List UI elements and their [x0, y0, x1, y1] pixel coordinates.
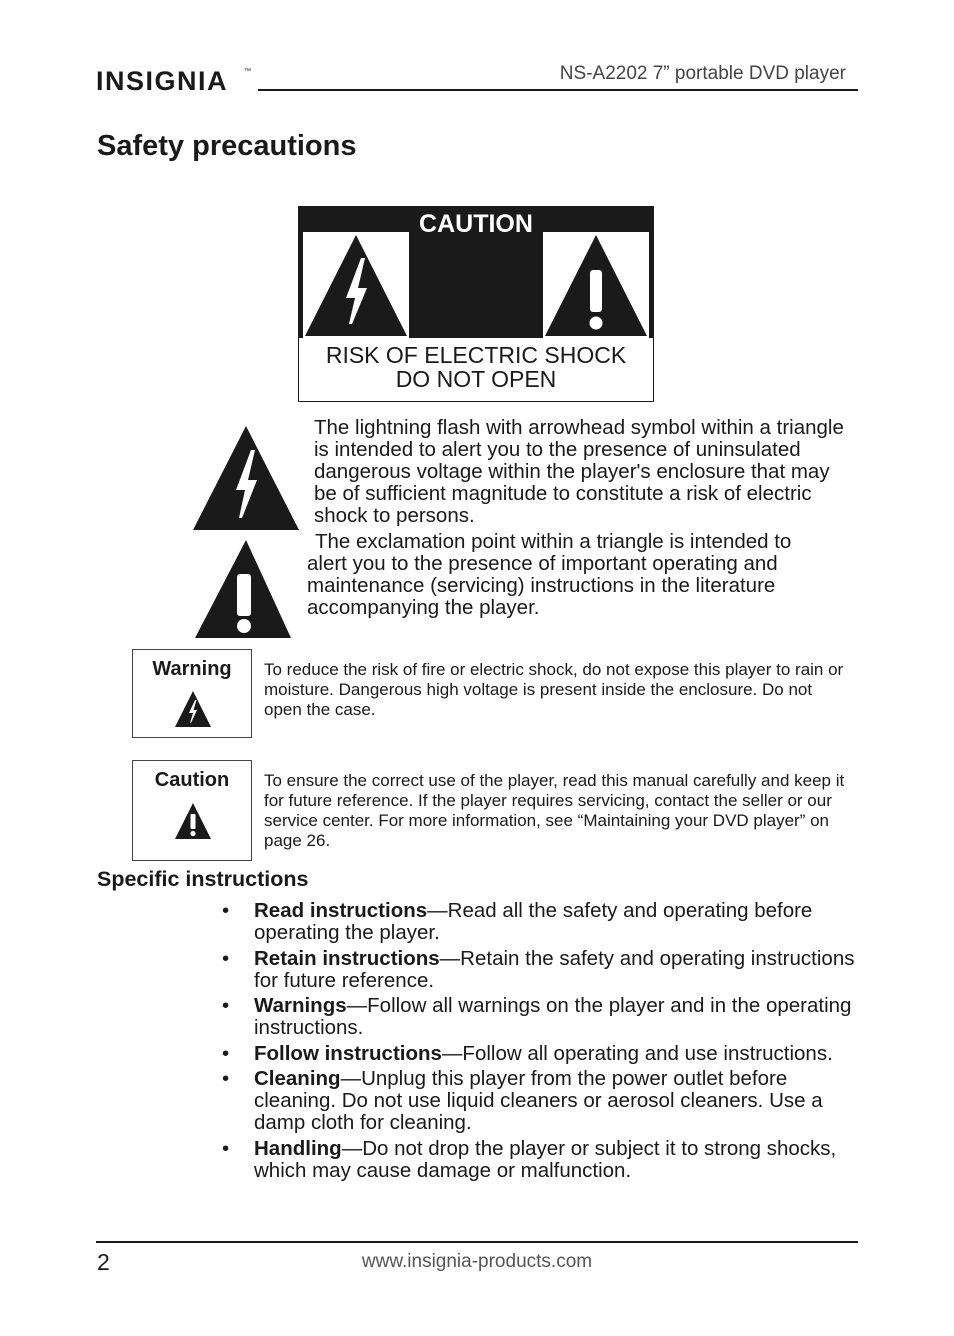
caution-notice-box — [132, 760, 252, 861]
instruction-text: —Read all the safety and operating before operating the player. — [254, 899, 813, 944]
page-title: Safety precautions — [97, 130, 357, 162]
bullet-icon: • — [222, 946, 230, 970]
exclamation-triangle-icon — [193, 540, 299, 640]
bullet-icon: • — [222, 899, 230, 922]
list-item — [222, 948, 862, 992]
warning-notice-box — [132, 649, 252, 738]
instruction-term: Follow instructions — [254, 1041, 442, 1065]
lightning-triangle-icon — [193, 426, 299, 526]
instruction-text: —Do not drop the player or subject it to strong shocks, which may cause damage or malfunction. — [254, 1136, 837, 1182]
exclamation-triangle-icon — [174, 803, 212, 839]
caution-label-line-1: RISK OF ELECTRIC SHOCK — [325, 342, 627, 368]
lightning-triangle-icon — [303, 232, 409, 338]
section-heading: Specific instructions — [97, 867, 309, 891]
instruction-term: Read instructions — [254, 899, 428, 922]
list-item — [222, 900, 862, 944]
header-rule — [258, 89, 858, 91]
caution-label-banner — [299, 207, 653, 338]
caution-label-text — [299, 343, 653, 391]
instruction-text: —Unplug this player from the power outlet before cleaning. Do not use liquid cleaners or aerosol cleaners. Use a damp cloth for cleaning. — [254, 1067, 823, 1134]
footer-url: www.insignia-products.com — [361, 1251, 593, 1272]
warning-label: Warning — [152, 658, 232, 680]
instruction-term: Retain instructions — [254, 946, 440, 970]
instruction-term: Cleaning — [254, 1067, 341, 1090]
logo-wordmark: INSIGNIA — [96, 66, 229, 96]
instruction-list — [222, 900, 862, 1185]
page-number: 2 — [97, 1249, 110, 1275]
bullet-icon: • — [222, 1136, 230, 1160]
lightning-triangle-icon — [174, 691, 212, 727]
instruction-text: —Follow all operating and use instructions. — [441, 1041, 833, 1065]
caution-label — [298, 206, 654, 402]
exclamation-triangle-icon — [543, 232, 649, 338]
bullet-icon: • — [222, 994, 230, 1017]
caution-label-line-2: DO NOT OPEN — [395, 366, 557, 392]
lightning-symbol-description: The lightning flash with arrowhead symbol within a triangle is intended to alert you to the presence of uninsulated dangerous voltage within the player's enclosure that may be of sufficient magnitude to constitute a risk of electric shock to persons. — [314, 416, 844, 527]
product-title: NS-A2202 7” portable DVD player — [559, 63, 846, 84]
bullet-icon: • — [222, 1067, 230, 1090]
list-item — [222, 1138, 862, 1182]
exclamation-description-rest: alert you to the presence of important operating and maintenance (servicing) instructions in the literature accompanying the player. — [307, 552, 778, 619]
exclamation-symbol-description — [307, 531, 847, 619]
footer-rule — [96, 1241, 858, 1243]
bullet-icon: • — [222, 1041, 230, 1065]
caution-text: To ensure the correct use of the player, read this manual carefully and keep it for future reference. If the player requires servicing, contact the seller or our service center. For more information, see “Maintaining your DVD player” on page 26. — [264, 771, 845, 850]
list-item — [222, 1068, 862, 1134]
insignia-logo — [96, 62, 252, 102]
instruction-term: Handling — [254, 1136, 342, 1160]
instruction-text: —Follow all warnings on the player and in the operating instructions. — [254, 994, 852, 1039]
instruction-term: Warnings — [254, 994, 347, 1017]
instruction-text: —Retain the safety and operating instructions for future reference. — [254, 946, 855, 992]
list-item — [222, 995, 862, 1039]
caution-label-heading: CAUTION — [419, 210, 533, 238]
exclamation-description-first-line: The exclamation point within a triangle is intended to — [315, 530, 792, 553]
caution-label-small: Caution — [154, 769, 230, 791]
list-item — [222, 1043, 862, 1065]
warning-text: To reduce the risk of fire or electric shock, do not expose this player to rain or moisture. Dangerous high voltage is present inside the enclosure. Do not open the case. — [264, 660, 844, 719]
logo-trademark: ™ — [244, 68, 251, 75]
